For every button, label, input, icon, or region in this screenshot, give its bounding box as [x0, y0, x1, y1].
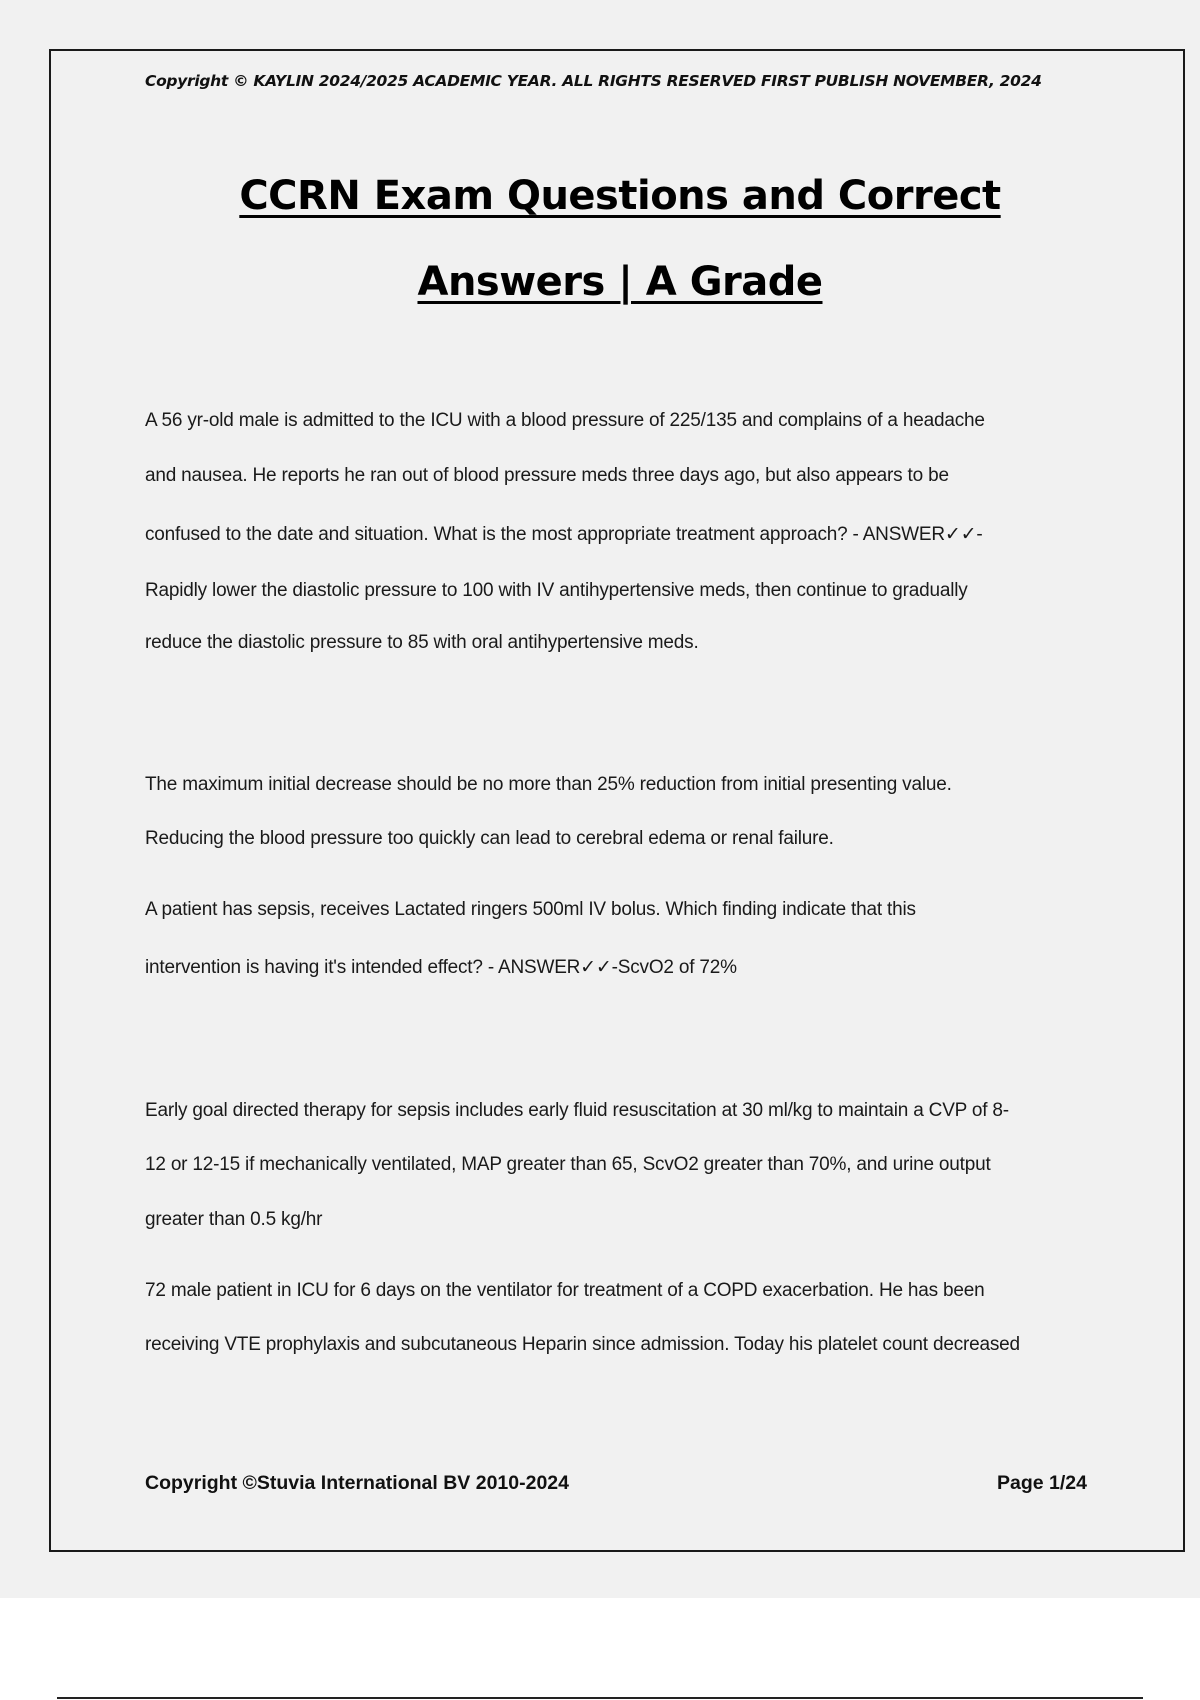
body-text-line: receiving VTE prophylaxis and subcutaneous Heparin since admission. Today his platelet count decreased: [145, 1334, 1020, 1355]
body-text-line: Reducing the blood pressure too quickly can lead to cerebral edema or renal failure.: [145, 828, 834, 849]
body-text-line: A patient has sepsis, receives Lactated ringers 500ml IV bolus. Which finding indicate that this: [145, 899, 916, 920]
body-text-line: greater than 0.5 kg/hr: [145, 1209, 323, 1230]
document-title-line-2: Answers | A Grade: [417, 259, 823, 305]
body-text-line: 72 male patient in ICU for 6 days on the ventilator for treatment of a COPD exacerbation. He has been: [145, 1280, 985, 1301]
footer-copyright: Copyright ©Stuvia International BV 2010-2024: [145, 1472, 569, 1494]
page-number: Page 1/24: [997, 1472, 1087, 1494]
body-text-line: confused to the date and situation. What is the most appropriate treatment approach? - ANSWER✓✓-: [145, 524, 983, 545]
next-page-rule: [57, 1697, 1143, 1699]
body-text-line: 12 or 12-15 if mechanically ventilated, MAP greater than 65, ScvO2 greater than 70%, and urine output: [145, 1154, 991, 1175]
body-text-line: reduce the diastolic pressure to 85 with oral antihypertensive meds.: [145, 632, 699, 653]
header-copyright: Copyright © KAYLIN 2024/2025 ACADEMIC YEAR. ALL RIGHTS RESERVED FIRST PUBLISH NOVEMBER, 2024: [145, 72, 1042, 90]
body-text-line: A 56 yr-old male is admitted to the ICU with a blood pressure of 225/135 and complains of a headache: [145, 410, 985, 431]
body-text-line: and nausea. He reports he ran out of blood pressure meds three days ago, but also appears to be: [145, 465, 949, 486]
body-text-line: The maximum initial decrease should be no more than 25% reduction from initial presenting value.: [145, 774, 952, 795]
document-title-line-1: CCRN Exam Questions and Correct: [239, 173, 1001, 219]
body-text-line: intervention is having it's intended effect? - ANSWER✓✓-ScvO2 of 72%: [145, 957, 737, 978]
body-text-line: Early goal directed therapy for sepsis includes early fluid resuscitation at 30 ml/kg to maintain a CVP of 8-: [145, 1100, 1009, 1121]
body-text-line: Rapidly lower the diastolic pressure to 100 with IV antihypertensive meds, then continue to gradually: [145, 580, 968, 601]
